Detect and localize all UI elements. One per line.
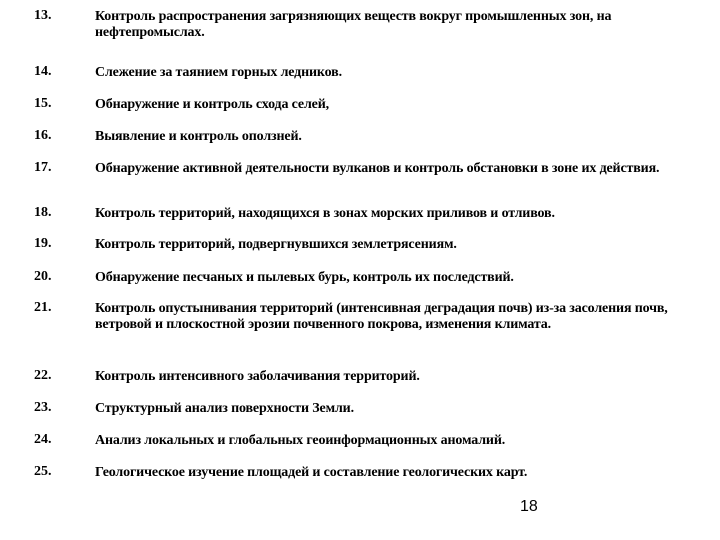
item-text: Структурный анализ поверхности Земли. bbox=[95, 401, 354, 416]
item-number: 20. bbox=[34, 269, 52, 284]
item-number: 17. bbox=[34, 160, 52, 175]
item-text: Выявление и контроль оползней. bbox=[95, 129, 302, 144]
item-number: 14. bbox=[34, 64, 52, 79]
item-text: Контроль территорий, подвергнувшихся землетрясениям. bbox=[95, 237, 457, 252]
page-number: 18 bbox=[520, 498, 538, 515]
item-text: Обнаружение и контроль схода селей, bbox=[95, 97, 329, 112]
item-text: Контроль интенсивного заболачивания территорий. bbox=[95, 369, 420, 384]
item-number: 19. bbox=[34, 236, 52, 251]
item-text: Обнаружение песчаных и пылевых бурь, контроль их последствий. bbox=[95, 270, 514, 285]
item-number: 24. bbox=[34, 432, 52, 447]
item-number: 22. bbox=[34, 368, 52, 383]
item-number: 25. bbox=[34, 464, 52, 479]
item-text: Контроль распространения загрязняющих веществ вокруг промышленных зон, на нефтепромыслах. bbox=[95, 9, 612, 40]
item-text: Геологическое изучение площадей и составление геологических карт. bbox=[95, 465, 528, 480]
item-number: 16. bbox=[34, 128, 52, 143]
item-number: 21. bbox=[34, 300, 52, 315]
item-number: 18. bbox=[34, 205, 52, 220]
item-text: Обнаружение активной деятельности вулканов и контроль обстановки в зоне их действия. bbox=[95, 161, 660, 176]
item-text: Анализ локальных и глобальных геоинформационных аномалий. bbox=[95, 433, 506, 448]
item-text: Контроль опустынивания территорий (интенсивная деградация почв) из-за засоления почв, ветровой и плоскостной эрозии почвенного покрова, изменения климата. bbox=[95, 301, 668, 332]
item-text: Слежение за таянием горных ледников. bbox=[95, 65, 342, 80]
item-text: Контроль территорий, находящихся в зонах морских приливов и отливов. bbox=[95, 206, 555, 221]
item-number: 23. bbox=[34, 400, 52, 415]
item-number: 15. bbox=[34, 96, 52, 111]
item-number: 13. bbox=[34, 8, 52, 23]
